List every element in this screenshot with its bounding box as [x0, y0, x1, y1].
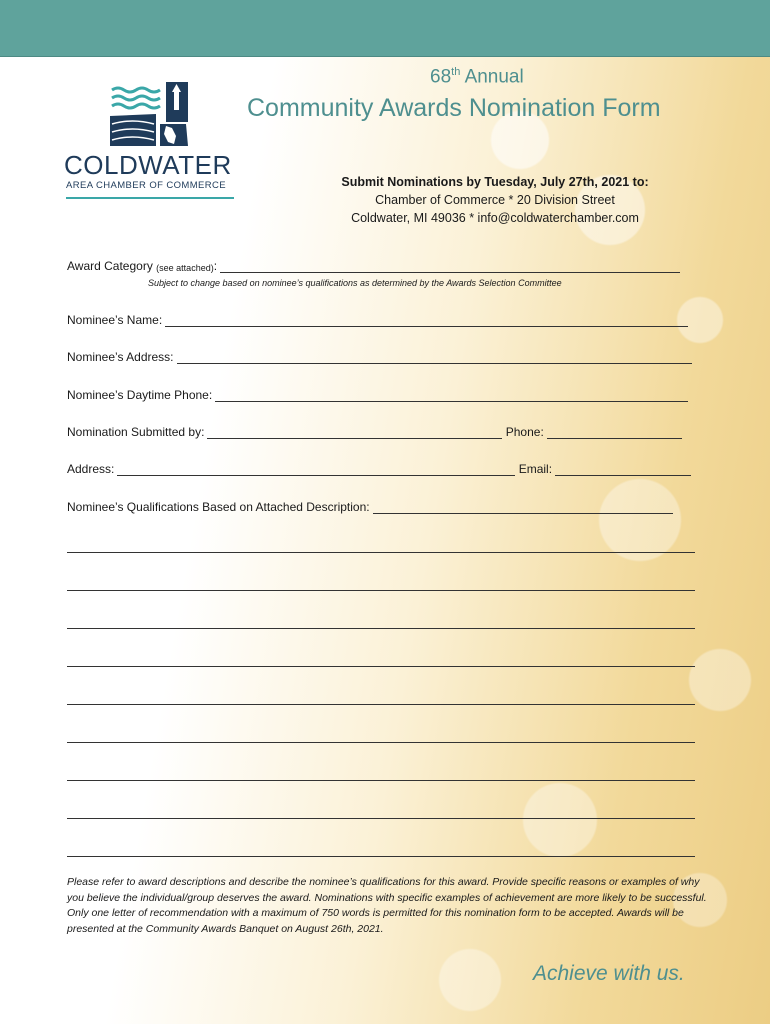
nominee-phone-input[interactable]: [215, 389, 688, 402]
submission-address-line1: Chamber of Commerce * 20 Division Street: [375, 193, 615, 207]
submitter-phone-label: Phone:: [505, 425, 544, 439]
qualifications-line[interactable]: [67, 666, 695, 667]
org-subtitle: AREA CHAMBER OF COMMERCE: [66, 180, 227, 191]
org-name: COLDWATER: [64, 150, 232, 180]
page-title: Community Awards Nomination Form: [247, 94, 661, 122]
submission-info: [330, 173, 660, 227]
qualifications-line[interactable]: [67, 552, 695, 553]
nominee-address-row: [67, 350, 692, 364]
award-category-note: Subject to change based on nominee’s qualifications as determined by the Awards Selection Committee: [148, 278, 562, 288]
nominee-phone-row: [67, 388, 688, 402]
qualifications-line[interactable]: [67, 742, 695, 743]
nominee-name-label: Nominee’s Name:: [67, 313, 163, 327]
qualifications-row: [67, 500, 673, 514]
nominee-phone-label: Nominee’s Daytime Phone:: [67, 388, 213, 402]
submitter-email-input[interactable]: [555, 463, 691, 476]
tagline: Achieve with us.: [533, 962, 685, 985]
award-category-label: Award Category: [67, 259, 153, 273]
award-category-input[interactable]: [220, 260, 680, 273]
nominee-address-label: Nominee’s Address:: [67, 350, 174, 364]
submitter-address-label: Address:: [67, 462, 115, 476]
nominee-name-row: [67, 313, 688, 327]
submitter-phone-input[interactable]: [547, 426, 682, 439]
submission-address-line2: Coldwater, MI 49036 * info@coldwaterchamber.com: [351, 211, 639, 225]
submitter-address-row: [67, 462, 691, 476]
qualifications-line[interactable]: [67, 590, 695, 591]
nominee-address-input[interactable]: [177, 351, 692, 364]
nominee-name-input[interactable]: [165, 314, 688, 327]
qualifications-line[interactable]: [67, 628, 695, 629]
logo-emblem-icon: [110, 80, 190, 150]
award-category-hint: (see attached): [156, 263, 214, 273]
award-category-colon: :: [213, 259, 218, 273]
award-category-row: [67, 259, 680, 273]
chamber-logo: [64, 80, 240, 206]
qualifications-line[interactable]: [67, 780, 695, 781]
annual-suffix: th: [451, 66, 461, 78]
qualifications-line[interactable]: [67, 704, 695, 705]
qualifications-input[interactable]: [373, 501, 673, 514]
submitter-address-input[interactable]: [117, 463, 515, 476]
annual-heading: [430, 66, 524, 88]
top-banner: [0, 0, 770, 57]
logo-underline: [66, 197, 234, 199]
qualifications-line[interactable]: [67, 856, 695, 857]
submitted-by-row: [67, 425, 682, 439]
submitted-by-input[interactable]: [207, 426, 502, 439]
annual-word: Annual: [464, 66, 524, 88]
submitter-email-label: Email:: [518, 462, 553, 476]
annual-number: 68: [430, 66, 452, 88]
instructions-paragraph: Please refer to award descriptions and describe the nominee’s qualifications for this award. Provide specific reasons or examples of why you believe the individual/group deserves the award. Nominations with specific examples of achievement are more likely to be successful. Only one letter of recommendation with a maximum of 750 words is permitted for this nomination form to be accepted. Awards will be presented at the Community Awards Banquet on August 26th, 2021.: [67, 876, 707, 935]
qualifications-label: Nominee’s Qualifications Based on Attached Description:: [67, 500, 370, 514]
submission-deadline: Submit Nominations by Tuesday, July 27th, 2021 to:: [341, 175, 649, 189]
submitted-by-label: Nomination Submitted by:: [67, 425, 205, 439]
qualifications-line[interactable]: [67, 818, 695, 819]
